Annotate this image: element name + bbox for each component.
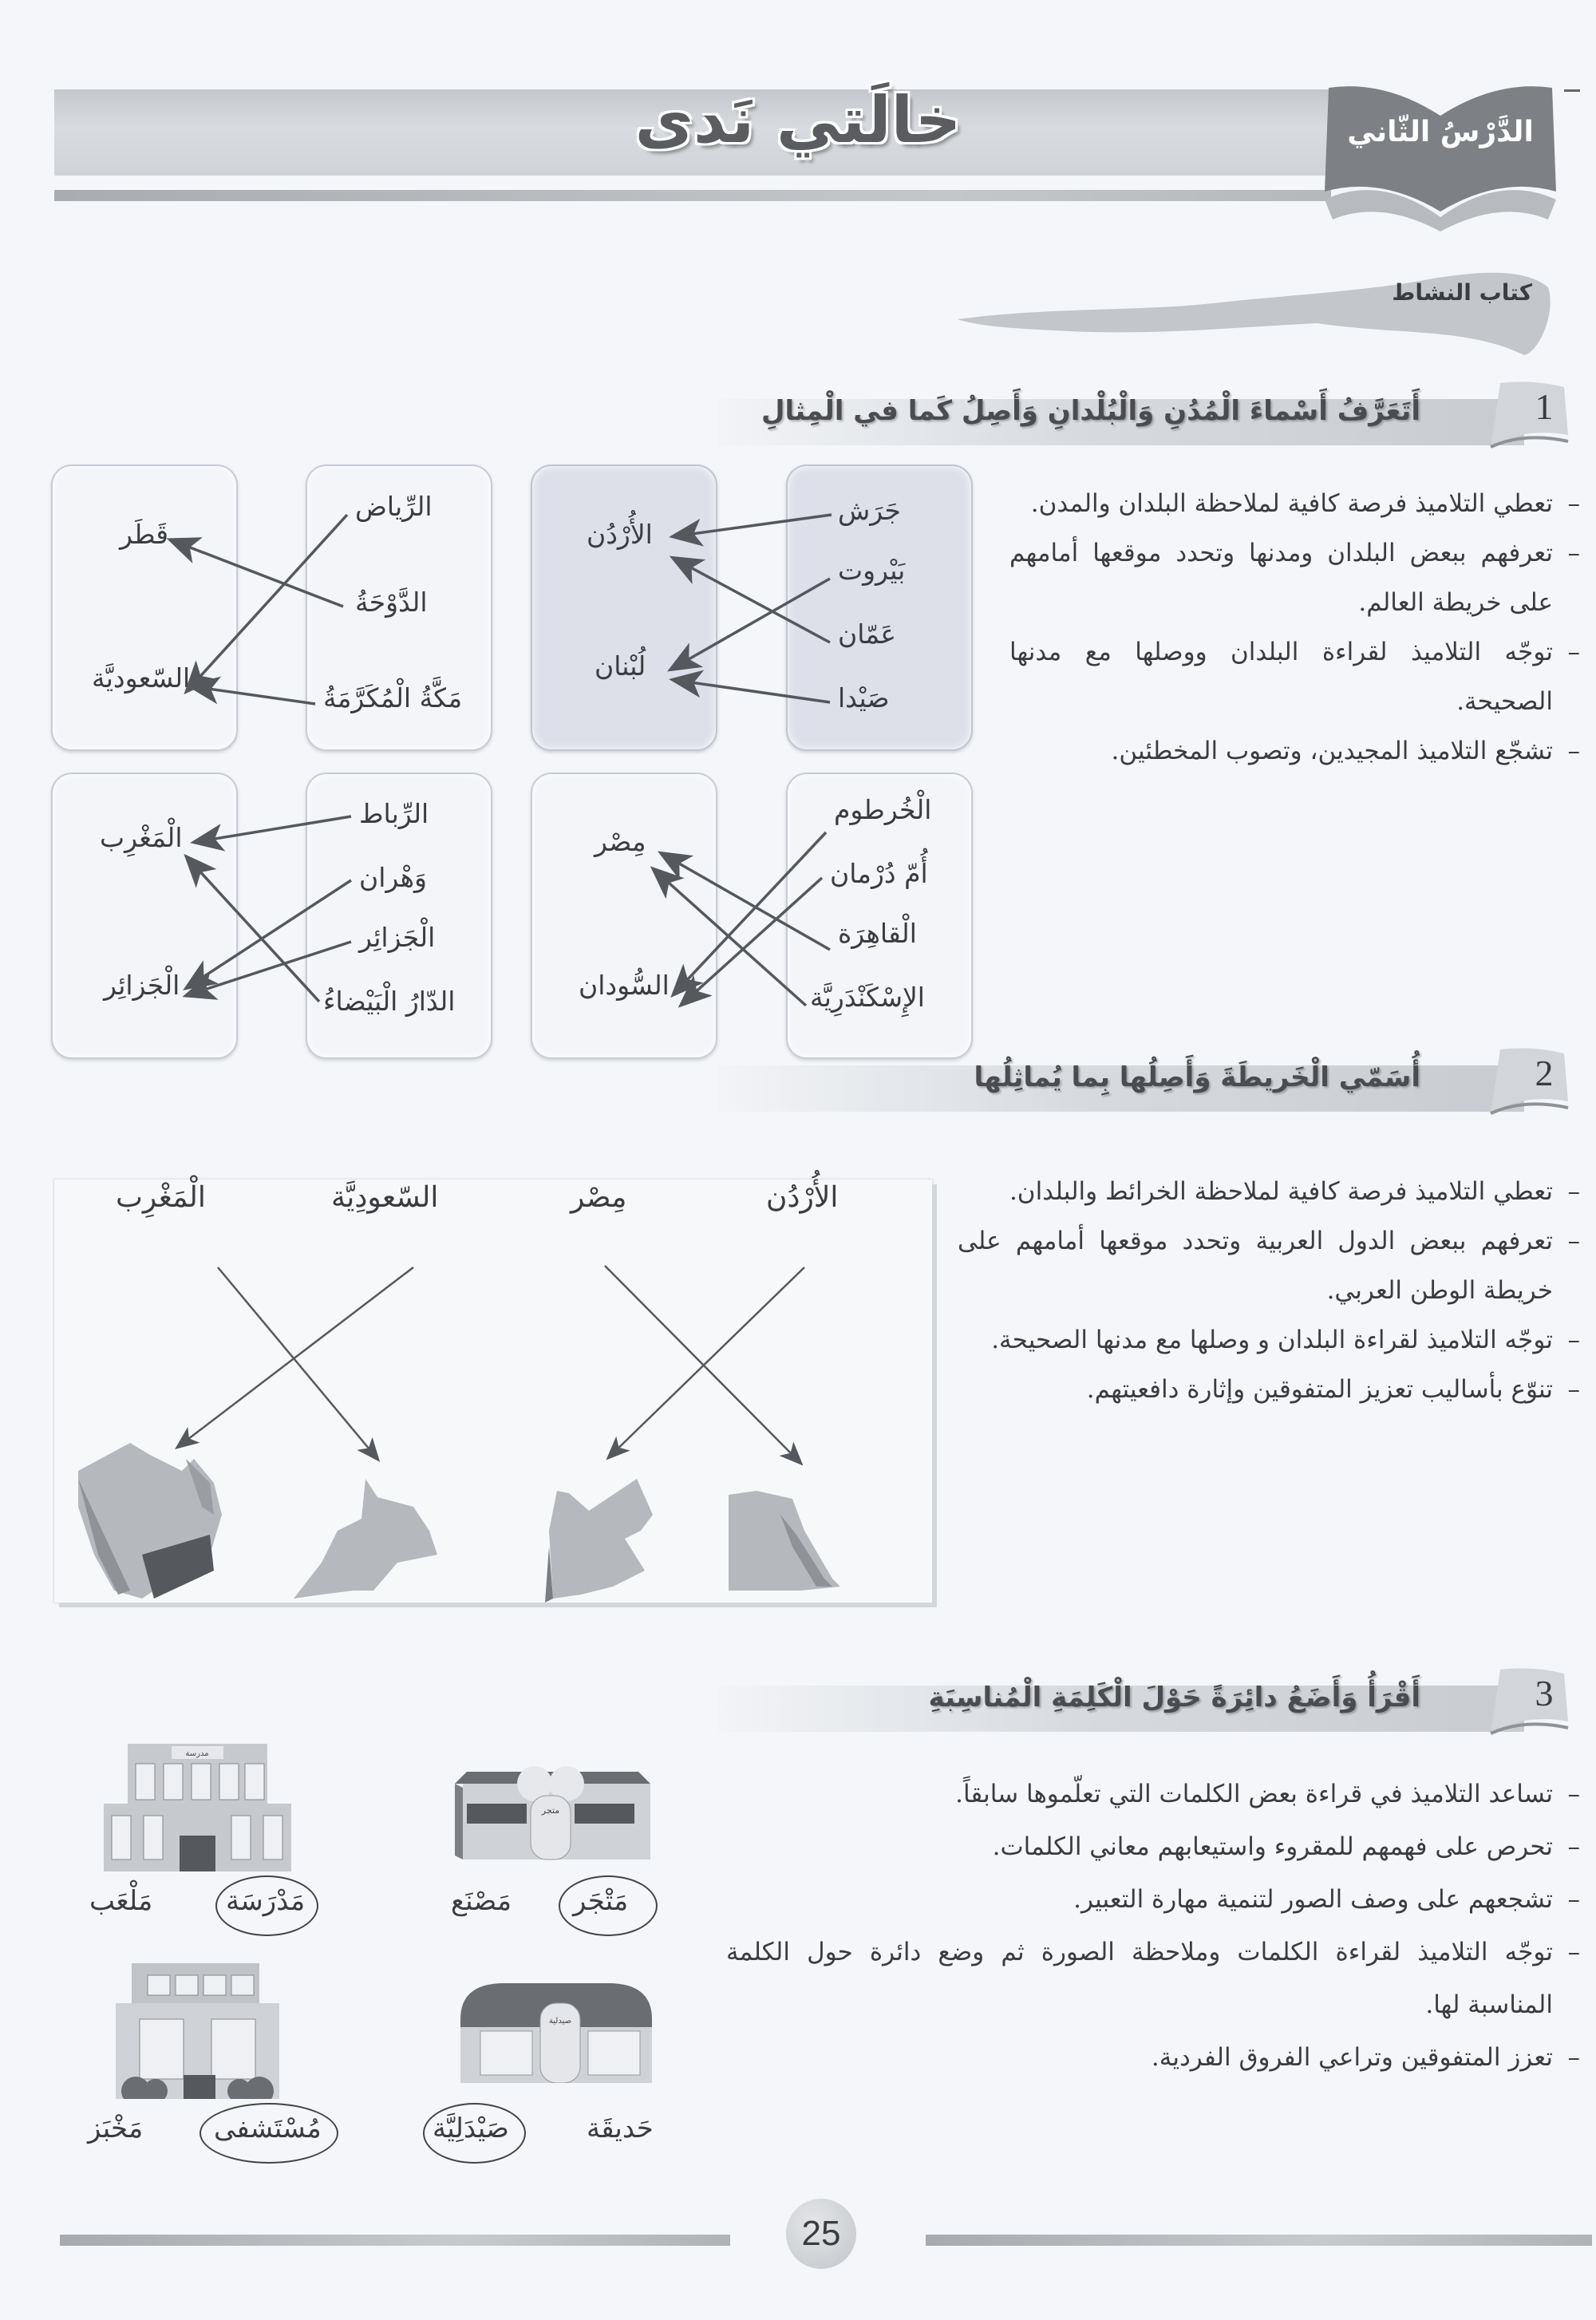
city-word: الدَّوْحَةُ: [355, 587, 428, 618]
city-word: الْخُرطوم: [834, 794, 932, 825]
bullet-item: – تنوّع بأساليب تعزيز المتفوقين وإثارة دافعيتهم.: [958, 1365, 1580, 1414]
city-word: مَكَّةُ الْمُكَرَّمَةُ: [323, 682, 463, 713]
footer-line-left: [60, 2235, 730, 2246]
city-word: الدّارُ الْبَيْضاءُ: [323, 986, 456, 1017]
option-word-circled: صَيْدَلِيَّة: [433, 2113, 509, 2144]
bullet-item: – تشجّع التلاميذ المجيدين، وتصوب المخطئين.: [1009, 726, 1580, 776]
svg-text:متجر: متجر: [541, 1805, 560, 1816]
map-label: مِصْر: [571, 1181, 627, 1214]
country-word: قَطَر: [120, 519, 169, 550]
section-2-title: أُسَمّي الْخَريطَةَ وَأَصِلُها بِما يُماثِلُها: [974, 1061, 1420, 1093]
country-word: الأُرْدُن: [587, 519, 653, 550]
bullet-item: – توجّه التلاميذ لقراءة الكلمات وملاحظة الصورة ثم وضع دائرة حول الكلمة المناسبة لها.: [726, 1926, 1580, 2031]
open-book-icon: [1309, 80, 1572, 231]
country-word: السُّودان: [579, 970, 670, 1001]
map-label: الْمَغْرِب: [116, 1181, 206, 1214]
page-number: 25: [801, 2214, 841, 2253]
brush-stroke-decoration: [950, 263, 1556, 359]
city-word: الْقاهِرَة: [838, 918, 917, 949]
bullet-item: – تعرفهم ببعض الدول العربية وتحدد موقعها أمامهم على خريطة الوطن العربي.: [958, 1216, 1580, 1315]
bullet-item: – تعطي التلاميذ فرصة كافية لملاحظة البلدان والمدن.: [1009, 479, 1580, 528]
svg-text:صيدلية: صيدلية: [548, 2017, 572, 2026]
city-word: الرِّياض: [355, 491, 433, 522]
matching-arrows: [0, 0, 1037, 1069]
saudi-arabia-map: [78, 1443, 222, 1599]
morocco-map: [294, 1479, 437, 1599]
city-word: عَمّان: [838, 619, 897, 650]
svg-text:مدرسة: مدرسة: [185, 1749, 209, 1758]
country-maps: [54, 1180, 932, 1603]
section-1-number: 1: [1535, 386, 1554, 427]
section-1-title: أَتَعَرَّفُ أَسْماءَ الْمُدُنِ وَالْبُلْدانِ وَأَصِلُ كَما في الْمِثالِ: [761, 395, 1420, 427]
city-word: الإِسْكَنْدَرِيَّة: [810, 982, 925, 1013]
option-word: مَلْعَب: [89, 1885, 153, 1917]
city-word: الرِّباط: [359, 798, 429, 829]
bullet-item: – توجّه التلاميذ لقراءة البلدان ووصلها مع مدنها الصحيحة.: [1009, 627, 1580, 726]
section-1-bullets: [1009, 479, 1580, 776]
section-3-title: أَقْرَأُ وَأَضَعُ دائِرَةً حَوْلَ الْكَلِمَةِ الْمُناسِبَةِ: [928, 1682, 1420, 1713]
country-word: مِصْر: [595, 826, 646, 857]
bullet-item: – تعطي التلاميذ فرصة كافية لملاحظة الخرائط والبلدان.: [958, 1167, 1580, 1216]
activity-book-label: كتاب النشاط: [1392, 279, 1532, 306]
bullet-item: – تعزز المتفوقين وتراعي الفروق الفردية.: [726, 2031, 1580, 2084]
bullet-item: – توجّه التلاميذ لقراءة البلدان و وصلها مع مدنها الصحيحة.: [958, 1315, 1580, 1365]
country-word: الْجَزائِر: [104, 970, 180, 1001]
margin-tick: [1564, 89, 1580, 92]
section-2-number: 2: [1535, 1053, 1554, 1093]
option-word-circled: مَدْرَسَة: [226, 1885, 306, 1917]
city-word: جَرَش: [838, 495, 901, 526]
bullet-item: – تساعد التلاميذ في قراءة بعض الكلمات التي تعلّموها سابقاً.: [726, 1768, 1580, 1820]
country-word: الْمَغْرِب: [100, 822, 183, 853]
lesson-title: خالَتي نَدى: [634, 83, 962, 157]
country-word: لُبْنان: [595, 650, 646, 682]
hospital-icon: [116, 1959, 279, 2099]
option-word: حَديقَة: [587, 2113, 654, 2144]
jordan-map: [545, 1479, 653, 1603]
city-word: صَيْدا: [838, 682, 890, 713]
map-label: الأُرْدُن: [766, 1181, 839, 1214]
bullet-item: – تشجعهم على وصف الصور لتنمية مهارة التعبير.: [726, 1873, 1580, 1926]
option-word-circled: مَتْجَر: [573, 1885, 629, 1917]
city-word: بَيْروت: [838, 555, 906, 586]
store-icon: [451, 1756, 650, 1864]
country-word: السّعوديَّة: [92, 662, 191, 694]
option-word-circled: مُسْتَشفى: [214, 2113, 322, 2144]
option-word: مَصْنَع: [451, 1885, 512, 1917]
bullet-item: – تعرفهم ببعض البلدان ومدنها وتحدد موقعها أمامهم على خريطة العالم.: [1009, 528, 1580, 627]
city-word: وَهْران: [359, 862, 427, 893]
bullet-item: – تحرص على فهمهم للمقروء واستيعابهم معاني الكلمات.: [726, 1820, 1580, 1873]
lesson-number-label: الدَّرْسُ الثّاني: [1347, 116, 1534, 148]
footer-line-right: [926, 2235, 1592, 2246]
city-word: أُمّ دُرْمان: [830, 858, 928, 889]
city-word: الْجَزائِر: [359, 922, 436, 953]
option-word: مَخْبَز: [88, 2113, 144, 2144]
map-label: السّعودِيَّة: [331, 1181, 439, 1214]
school-icon: [100, 1740, 295, 1871]
pharmacy-icon: [456, 1979, 652, 2083]
egypt-map: [729, 1491, 840, 1591]
section-3-bullets: [726, 1768, 1580, 2084]
section-2-bullets: [958, 1167, 1580, 1414]
section-3-number: 3: [1535, 1673, 1554, 1713]
